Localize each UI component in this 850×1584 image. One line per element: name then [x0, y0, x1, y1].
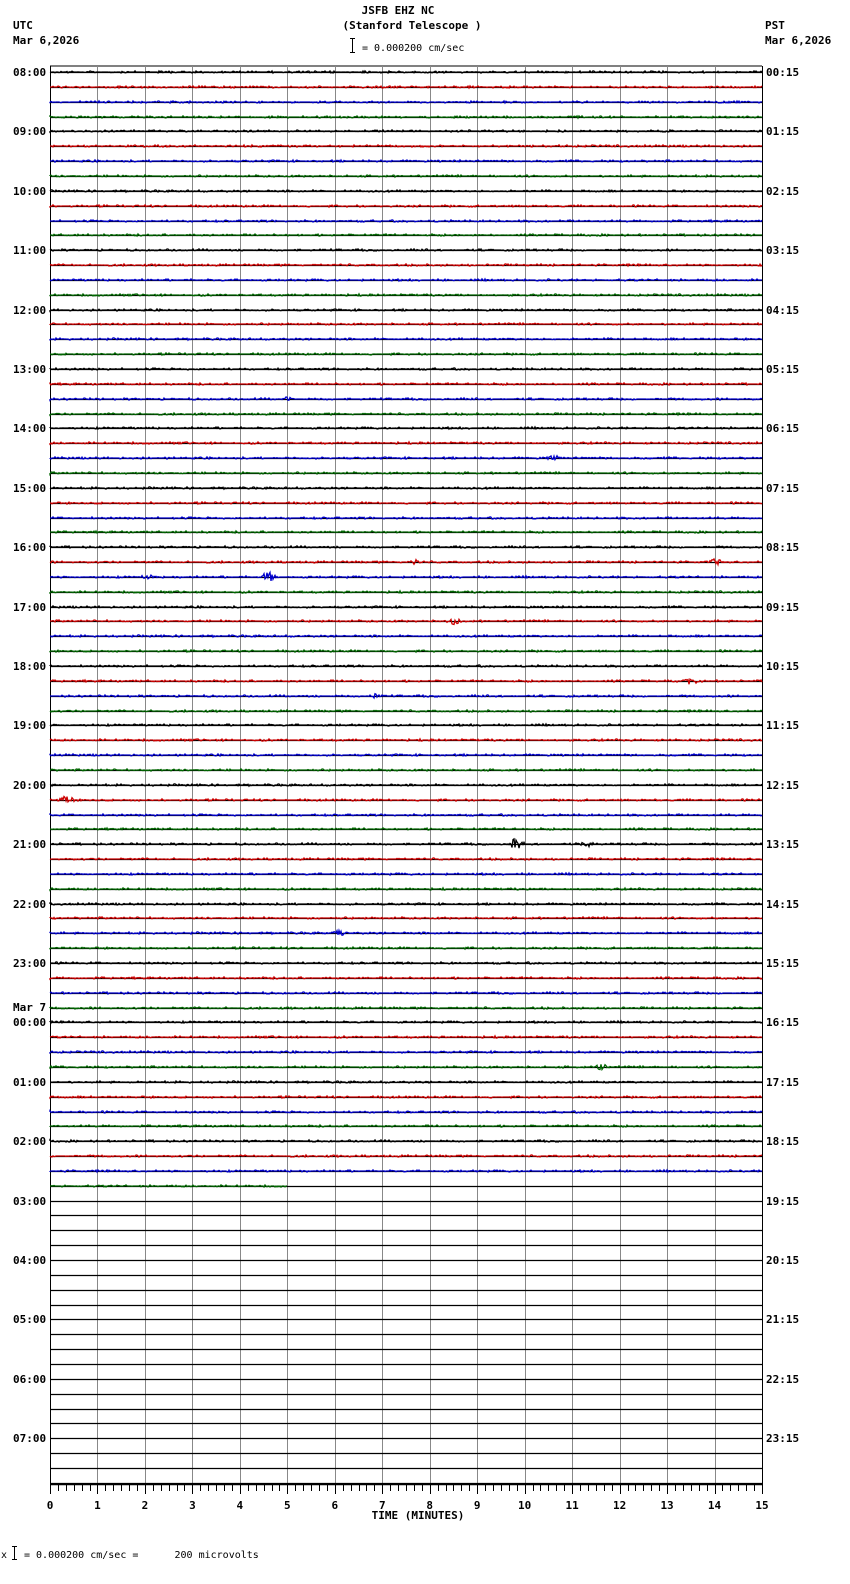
station-title: JSFB EHZ NC — [361, 4, 435, 17]
pst-hour-label: 19:15 — [766, 1194, 800, 1208]
utc-hour-label: 19:00 — [13, 719, 47, 733]
utc-hour-label: 02:00 — [13, 1135, 47, 1149]
x-tick-label: 11 — [565, 1499, 579, 1512]
utc-hour-label: 01:00 — [13, 1075, 47, 1089]
utc-hour-label: 10:00 — [13, 184, 47, 198]
pst-hour-label: 08:15 — [766, 541, 800, 555]
utc-hour-label: 05:00 — [13, 1313, 47, 1327]
x-tick-label: 14 — [707, 1499, 722, 1512]
utc-hour-label: 14:00 — [13, 422, 47, 436]
pst-hour-label: 07:15 — [766, 481, 800, 495]
right-date: Mar 6,2026 — [765, 34, 832, 47]
date-change-label: Mar 7 — [13, 1001, 47, 1015]
utc-hour-label: 18:00 — [13, 660, 47, 673]
x-tick-label: 10 — [518, 1499, 532, 1512]
pst-hour-label: 05:15 — [766, 363, 800, 376]
pst-hour-label: 01:15 — [766, 125, 800, 139]
pst-hour-label: 00:15 — [766, 66, 800, 79]
pst-hour-label: 20:15 — [766, 1254, 800, 1267]
utc-hour-label: 12:00 — [13, 303, 47, 317]
utc-hour-label: 21:00 — [13, 838, 47, 852]
utc-hour-label: 13:00 — [13, 363, 47, 376]
pst-hour-label: 17:15 — [766, 1075, 800, 1089]
utc-hour-label: 03:00 — [13, 1194, 47, 1208]
pst-hour-label: 16:15 — [766, 1016, 800, 1030]
pst-hour-label: 04:15 — [766, 303, 800, 317]
x-tick-label: 9 — [473, 1499, 481, 1512]
pst-hour-label: 10:15 — [766, 660, 800, 673]
utc-hour-label: 07:00 — [13, 1432, 47, 1446]
utc-hour-label: 11:00 — [13, 244, 47, 258]
left-date: Mar 6,2026 — [13, 34, 80, 47]
utc-hour-label: 04:00 — [13, 1254, 47, 1267]
utc-hour-label: 23:00 — [13, 957, 47, 970]
right-timezone: PST — [765, 19, 785, 32]
utc-hour-label: 22:00 — [13, 897, 47, 911]
x-tick-label: 4 — [236, 1499, 244, 1512]
utc-hour-label: 09:00 — [13, 125, 47, 139]
pst-hour-label: 06:15 — [766, 422, 800, 436]
utc-hour-label: 16:00 — [13, 541, 47, 555]
scale-label: = 0.000200 cm/sec — [362, 43, 465, 54]
pst-hour-label: 02:15 — [766, 184, 800, 198]
pst-hour-label: 09:15 — [766, 600, 800, 614]
x-tick-label: 15 — [755, 1499, 769, 1512]
x-tick-label: 0 — [46, 1499, 54, 1512]
x-tick-label: 5 — [284, 1499, 291, 1512]
utc-hour-label: 17:00 — [13, 600, 47, 614]
utc-hour-label: 06:00 — [13, 1372, 47, 1386]
pst-hour-label: 22:15 — [766, 1372, 800, 1386]
pst-hour-label: 14:15 — [766, 897, 800, 911]
footer-scale-prefix: x — [1, 1550, 8, 1561]
pst-hour-label: 12:15 — [766, 778, 800, 792]
left-timezone: UTC — [13, 19, 33, 32]
pst-hour-label: 11:15 — [766, 719, 800, 733]
x-tick-label: 1 — [94, 1499, 101, 1512]
pst-hour-label: 13:15 — [766, 838, 800, 852]
pst-hour-label: 23:15 — [766, 1432, 800, 1446]
utc-hour-label: 20:00 — [13, 778, 47, 792]
pst-hour-label: 21:15 — [766, 1313, 800, 1327]
pst-hour-label: 03:15 — [766, 244, 800, 258]
pst-hour-label: 15:15 — [766, 957, 800, 970]
x-axis-label: TIME (MINUTES) — [371, 1509, 465, 1522]
site-subtitle: (Stanford Telescope ) — [342, 19, 482, 32]
utc-hour-label: 15:00 — [13, 481, 47, 495]
utc-hour-label: 08:00 — [13, 66, 47, 79]
x-tick-label: 6 — [331, 1499, 339, 1512]
x-tick-label: 3 — [189, 1499, 196, 1512]
footer-scale-bar-icon — [14, 1546, 15, 1560]
utc-hour-label: 00:00 — [13, 1016, 47, 1030]
x-tick-label: 12 — [612, 1499, 627, 1512]
x-tick-label: 8 — [426, 1499, 434, 1512]
x-tick-label: 13 — [660, 1499, 674, 1512]
footer-scale-label: = 0.000200 cm/sec = 200 microvolts — [24, 1550, 259, 1561]
x-tick-label: 7 — [378, 1499, 386, 1512]
pst-hour-label: 18:15 — [766, 1135, 800, 1149]
x-tick-label: 2 — [141, 1499, 149, 1512]
